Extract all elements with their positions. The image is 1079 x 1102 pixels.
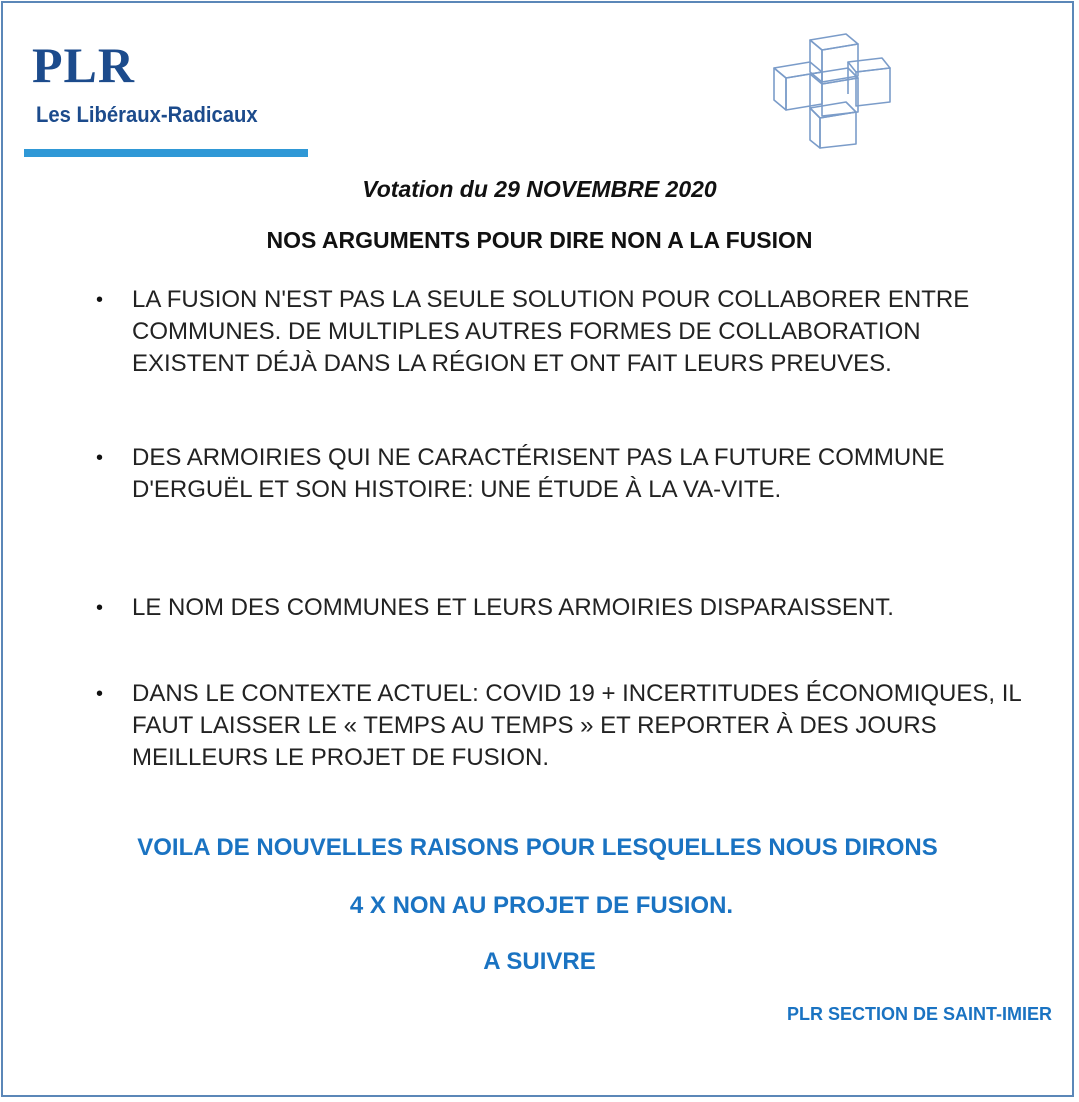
argument-item — [96, 592, 1042, 624]
conclusion-line-3: A SUIVRE — [483, 948, 596, 975]
argument-text: LA FUSION N'EST PAS LA SEULE SOLUTION POUR COLLABORER ENTRE COMMUNES. DE MULTIPLES AUTRES FORMES DE COLLABORATION EXISTENT DÉJÀ DANS LA RÉGION ET ONT FAIT LEURS PREUVES. — [132, 286, 970, 377]
page-border — [1, 1, 1074, 1097]
bullet-icon: • — [96, 447, 104, 469]
plr-logo-subtitle: Les Libéraux-Radicaux — [36, 102, 258, 127]
plr-logo-bar — [24, 149, 308, 157]
argument-text: DANS LE CONTEXTE ACTUEL: COVID 19 + INCERTITUDES ÉCONOMIQUES, IL FAUT LAISSER LE « TEMPS AU TEMPS » ET REPORTER À DES JOURS MEILLEURS LE PROJET DE FUSION. — [132, 680, 1021, 771]
swiss-cross-cubes-icon — [770, 28, 892, 152]
bullet-icon: • — [96, 289, 104, 311]
argument-text: LE NOM DES COMMUNES ET LEURS ARMOIRIES DISPARAISSENT. — [132, 594, 894, 621]
bullet-icon: • — [96, 597, 104, 619]
argument-item — [96, 678, 1042, 774]
argument-item — [96, 284, 1042, 380]
vote-date: Votation du 29 NOVEMBRE 2020 — [362, 176, 717, 202]
signature: PLR SECTION DE SAINT-IMIER — [786, 1004, 1052, 1024]
plr-logo-text: PLR — [32, 37, 135, 93]
argument-item — [96, 442, 1042, 506]
conclusion-line-2: 4 X NON AU PROJET DE FUSION. — [349, 892, 734, 919]
headline: NOS ARGUMENTS POUR DIRE NON A LA FUSION — [266, 227, 813, 253]
argument-text: DES ARMOIRIES QUI NE CARACTÉRISENT PAS LA FUTURE COMMUNE D'ERGUËL ET SON HISTOIRE: UNE ÉTUDE À LA VA-VITE. — [132, 444, 945, 503]
bullet-icon: • — [96, 683, 104, 705]
conclusion-line-1: VOILA DE NOUVELLES RAISONS POUR LESQUELLES NOUS DIRONS — [137, 834, 938, 861]
